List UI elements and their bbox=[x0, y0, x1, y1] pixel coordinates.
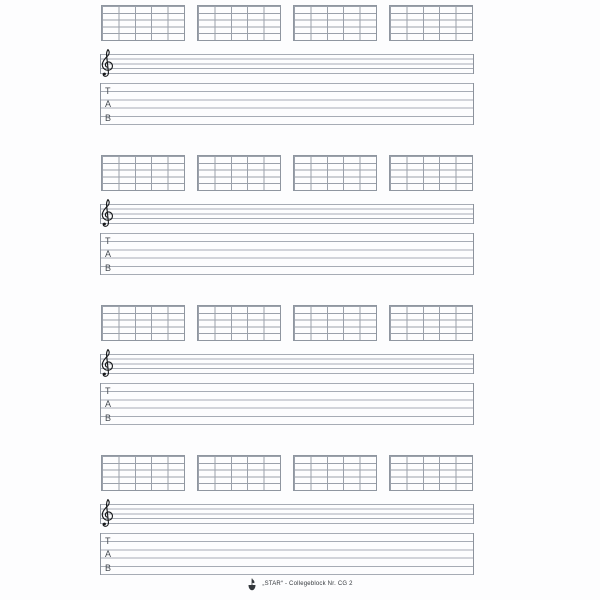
star-brand-logo-icon bbox=[247, 578, 257, 591]
tab-label-t: T bbox=[105, 535, 111, 546]
notation-system-1 bbox=[100, 5, 474, 130]
chord-grid-row bbox=[101, 5, 473, 41]
footer bbox=[0, 576, 600, 592]
tablature-staff bbox=[100, 83, 474, 125]
tab-label-t: T bbox=[105, 85, 111, 96]
tablature-staff bbox=[100, 383, 474, 425]
chord-diagram-grid bbox=[197, 5, 281, 41]
chord-grid-row bbox=[101, 455, 473, 491]
tab-label-b: B bbox=[105, 412, 112, 423]
chord-diagram-grid bbox=[293, 5, 377, 41]
chord-diagram-grid bbox=[293, 155, 377, 191]
tab-label-t: T bbox=[105, 385, 111, 396]
tab-label-a: A bbox=[105, 549, 112, 559]
chord-diagram-grid bbox=[293, 305, 377, 341]
chord-diagram-grid bbox=[197, 455, 281, 491]
brand-text: „STAR“ - Collegeblock Nr. CG 2 bbox=[262, 581, 353, 587]
music-staff bbox=[100, 354, 474, 374]
chord-grid-row bbox=[101, 305, 473, 341]
tablature-staff bbox=[100, 233, 474, 275]
tab-label-a: A bbox=[105, 99, 112, 109]
chord-diagram-grid bbox=[389, 155, 473, 191]
music-staff bbox=[100, 504, 474, 524]
chord-diagram-grid bbox=[101, 305, 185, 341]
tab-label-t: T bbox=[105, 235, 111, 246]
chord-diagram-grid bbox=[197, 305, 281, 341]
notation-system-4 bbox=[100, 455, 474, 580]
treble-clef-icon bbox=[100, 347, 114, 380]
treble-clef-icon bbox=[100, 497, 114, 530]
treble-clef-icon bbox=[100, 47, 114, 80]
music-staff bbox=[100, 54, 474, 74]
chord-diagram-grid bbox=[101, 455, 185, 491]
chord-diagram-grid bbox=[101, 5, 185, 41]
tab-label-a: A bbox=[105, 399, 112, 409]
chord-grid-row bbox=[101, 155, 473, 191]
tab-label-b: B bbox=[105, 112, 112, 123]
tab-label-b: B bbox=[105, 262, 112, 273]
music-staff bbox=[100, 204, 474, 224]
chord-diagram-grid bbox=[389, 5, 473, 41]
treble-clef-icon bbox=[100, 197, 114, 230]
tab-label-a: A bbox=[105, 249, 112, 259]
notation-system-2 bbox=[100, 155, 474, 280]
chord-diagram-grid bbox=[101, 155, 185, 191]
tablature-staff bbox=[100, 533, 474, 575]
tab-label-b: B bbox=[105, 562, 112, 573]
notation-system-3 bbox=[100, 305, 474, 430]
chord-diagram-grid bbox=[293, 455, 377, 491]
chord-diagram-grid bbox=[389, 305, 473, 341]
chord-diagram-grid bbox=[197, 155, 281, 191]
chord-diagram-grid bbox=[389, 455, 473, 491]
